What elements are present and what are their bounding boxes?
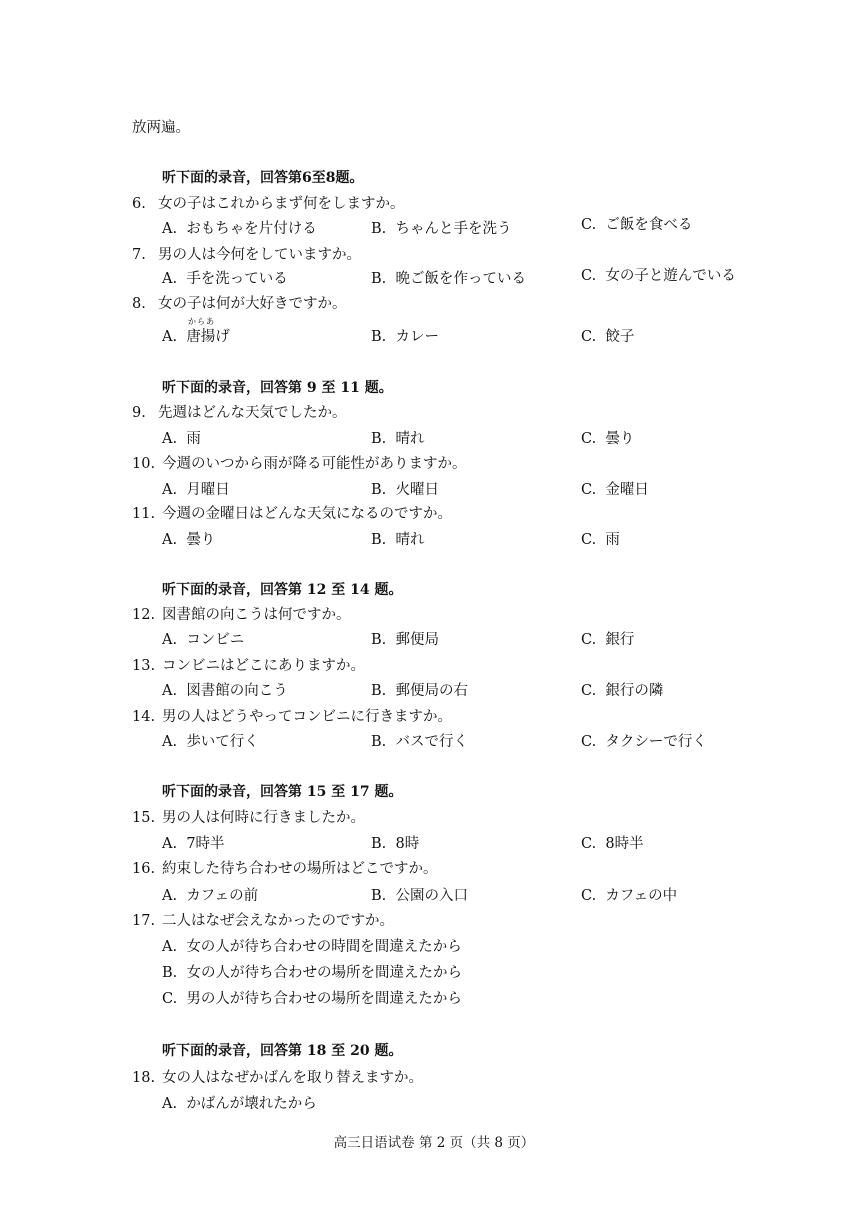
option-b: B. 晴れ xyxy=(371,431,425,447)
option-b: B. 晴れ xyxy=(371,532,425,548)
option-a: A. カフェの前 xyxy=(162,888,259,904)
section-header: 听下面的录音，回答第 15 至 17 题。 xyxy=(162,784,403,800)
option-a: A. おもちゃを片付ける xyxy=(162,221,317,237)
option-c: C. 金曜日 xyxy=(581,482,649,498)
question-number: 9. xyxy=(132,405,146,421)
question-text: 先週はどんな天気でしたか。 xyxy=(158,405,347,421)
option-c: C. 8時半 xyxy=(581,836,644,852)
question-text: 約束した待ち合わせの場所はどこですか。 xyxy=(162,861,438,877)
option-c: C. 銀行の隣 xyxy=(581,683,664,699)
question-number: 15. xyxy=(132,810,156,826)
option-b: B. 郵便局の右 xyxy=(371,683,468,699)
option-b: B. 女の人が待ち合わせの場所を間違えたから xyxy=(162,965,462,981)
question-number: 8. xyxy=(132,296,146,312)
option-a: A. 曇り xyxy=(162,532,216,548)
section-header: 听下面的录音，回答第 12 至 14 题。 xyxy=(162,582,403,598)
question-text: 女の子は何が大好きですか。 xyxy=(158,296,347,312)
option-a: A. 手を洗っている xyxy=(162,271,288,287)
question-number: 16. xyxy=(132,861,156,877)
question-text: 女の人はなぜかばんを取り替えますか。 xyxy=(162,1070,423,1086)
option-a: A. 女の人が待ち合わせの時間を間違えたから xyxy=(162,939,462,955)
continuation-text: 放两遍。 xyxy=(132,120,190,136)
option-b: B. ちゃんと手を洗う xyxy=(371,221,512,237)
question-number: 12. xyxy=(132,607,156,623)
option-a: A. 雨 xyxy=(162,431,201,447)
option-c: C. 雨 xyxy=(581,532,620,548)
question-number: 17. xyxy=(132,913,156,929)
option-c: C. 女の子と遊んでいる xyxy=(581,268,736,284)
option-a: A. 図書館の向こう xyxy=(162,683,288,699)
section-header: 听下面的录音，回答第 9 至 11 题。 xyxy=(162,380,393,396)
option-b: B. カレー xyxy=(371,329,439,345)
question-text: 女の子はこれからまず何をしますか。 xyxy=(158,196,405,212)
option-b: B. 8時 xyxy=(371,836,420,852)
option-a: A. コンビニ xyxy=(162,632,245,648)
page-footer: 高三日语试卷 第 2 页（共 8 页） xyxy=(333,1135,535,1151)
section-header: 听下面的录音，回答第 18 至 20 题。 xyxy=(162,1043,403,1059)
option-b: B. 晩ご飯を作っている xyxy=(371,271,526,287)
option-a: A. かばんが壊れたから xyxy=(162,1096,317,1112)
question-number: 11. xyxy=(132,506,156,522)
question-number: 18. xyxy=(132,1070,156,1086)
question-text: 男の人は何時に行きましたか。 xyxy=(162,810,365,826)
option-c: C. 曇り xyxy=(581,431,635,447)
question-number: 7. xyxy=(132,247,146,263)
question-number: 13. xyxy=(132,658,156,674)
question-number: 14. xyxy=(132,709,156,725)
question-text: 男の人はどうやってコンビニに行きますか。 xyxy=(162,709,452,725)
option-a: A. 月曜日 xyxy=(162,482,230,498)
option-b: B. バスで行く xyxy=(371,734,468,750)
section-header: 听下面的录音，回答第6至8题。 xyxy=(162,170,364,186)
question-number: 6. xyxy=(132,196,146,212)
question-number: 10. xyxy=(132,456,156,472)
question-text: 二人はなぜ会えなかったのですか。 xyxy=(162,913,394,929)
option-a: A. 7時半 xyxy=(162,836,225,852)
option-c: C. ご飯を食べる xyxy=(581,217,693,233)
option-c: C. カフェの中 xyxy=(581,888,678,904)
option-c: C. 男の人が待ち合わせの場所を間違えたから xyxy=(162,991,462,1007)
option-b: B. 郵便局 xyxy=(371,632,439,648)
furigana: からあ xyxy=(188,317,215,326)
option-c: C. 餃子 xyxy=(581,329,635,345)
option-a: A. 歩いて行く xyxy=(162,734,259,750)
option-b: B. 公園の入口 xyxy=(371,888,468,904)
question-text: 男の人は今何をしていますか。 xyxy=(158,247,361,263)
option-c: C. タクシーで行く xyxy=(581,734,707,750)
question-text: コンビニはどこにありますか。 xyxy=(162,658,365,674)
question-text: 今週の金曜日はどんな天気になるのですか。 xyxy=(162,506,452,522)
option-c: C. 銀行 xyxy=(581,632,635,648)
question-text: 今週のいつから雨が降る可能性がありますか。 xyxy=(162,456,467,472)
option-b: B. 火曜日 xyxy=(371,482,439,498)
option-a: A. 唐揚げ xyxy=(162,329,230,345)
question-text: 図書館の向こうは何ですか。 xyxy=(162,607,351,623)
